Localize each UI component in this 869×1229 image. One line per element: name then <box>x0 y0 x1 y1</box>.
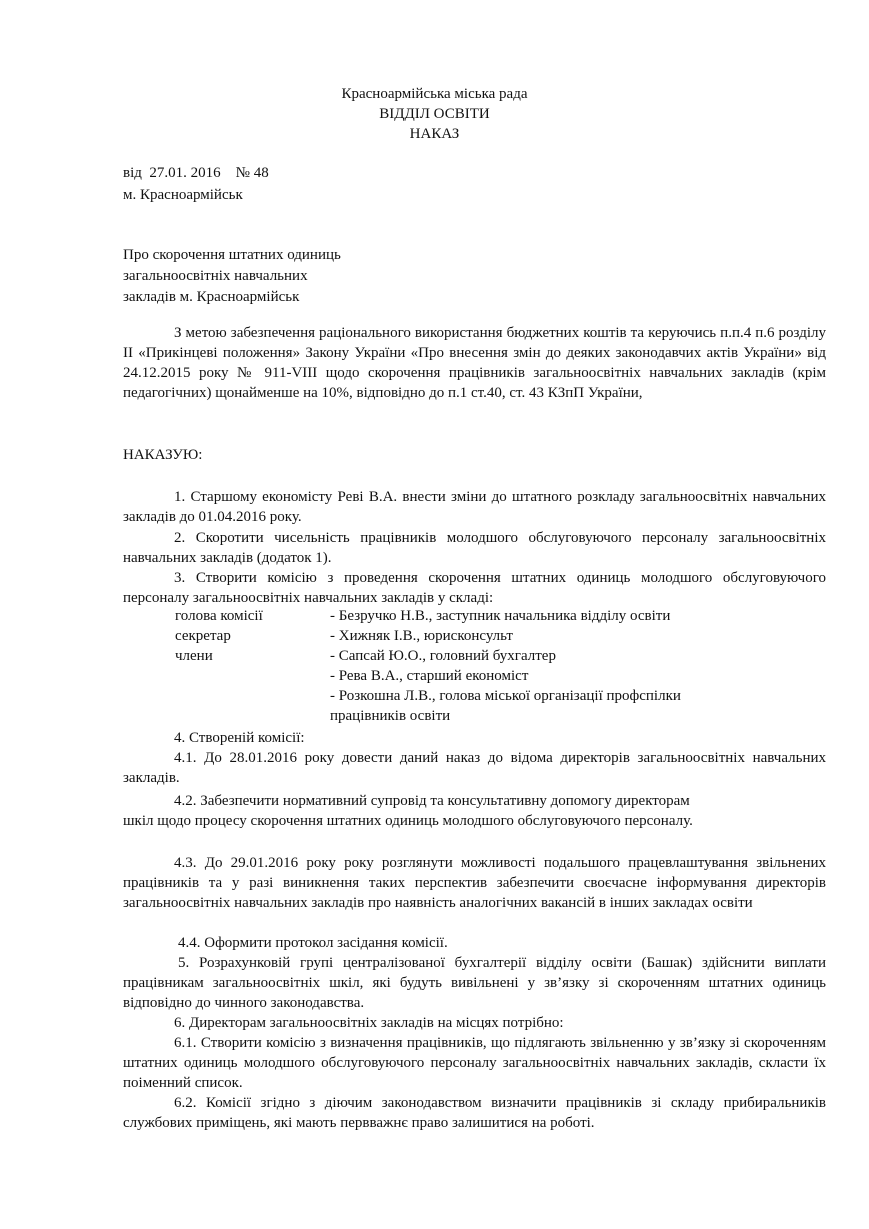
committee-member: - Розкошна Л.В., голова міської організації профспілки <box>330 688 681 704</box>
committee-row-members <box>175 646 825 666</box>
committee-row-secretary <box>175 626 825 646</box>
item-6-1: 6.1. Створити комісію з визначення працівників, що підлягають звільненню у зв’язку зі скороченням штатних одиниць молодшого обслуговуючого персоналу загальноосвітніх навчальних закладів, скласти їх поіменний список. <box>123 1035 826 1091</box>
subject-line-1: Про скорочення штатних одиниць <box>123 247 341 263</box>
item-1: 1. Старшому економісту Реві В.А. внести зміни до штатного розкладу загальноосвітніх навчальних закладів до 01.04.2016 року. <box>123 489 826 525</box>
committee-role: голова комісії <box>175 608 263 624</box>
document-type: НАКАЗ <box>409 126 460 142</box>
committee-member: - Безручко Н.В., заступник начальника відділу освіти <box>330 608 671 624</box>
committee-role: секретар <box>175 628 231 644</box>
item-4-2-rest: шкіл щодо процесу скорочення штатних одиниць молодшого обслуговуючого персоналу. <box>123 813 693 829</box>
committee-member: - Хижняк І.В., юрисконсульт <box>330 628 513 644</box>
item-3: 3. Створити комісію з проведення скорочення штатних одиниць молодшого обслуговуючого персоналу загальноосвітніх навчальних закладів у складі: <box>123 570 826 606</box>
item-2: 2. Скоротити чисельність працівників молодшого обслуговуючого персоналу загальноосвітніх навчальних закладів (додаток 1). <box>123 530 826 566</box>
place-line: м. Красноармійськ <box>123 187 243 203</box>
committee-member-continuation: працівників освіти <box>330 708 451 724</box>
committee-list <box>175 606 825 726</box>
item-4: 4. Створеній комісії: <box>174 730 305 746</box>
item-4-3: 4.3. До 29.01.2016 року року розглянути можливості подальшого працевлаштування звільнених працівників та у разі виникнення таких перспектив забезпечити своєчасне інформування директорів загальноосвітніх навчальних закладів про наявність аналогічних вакансій в інших закладах освіти <box>123 855 826 911</box>
item-5: 5. Розрахунковій групі централізованої бухгалтерії відділу освіти (Башак) здійснити виплати працівникам загальноосвітніх шкіл, які будуть вивільнені у зв’язку зі скороченням штатних одиниць відповідно до чинного законодавства. <box>123 955 826 1011</box>
item-4-4: 4.4. Оформити протокол засідання комісії. <box>178 935 448 951</box>
subject-line-3: закладів м. Красноармійськ <box>123 289 300 305</box>
subject-line-2: загальноосвітніх навчальних <box>123 268 308 284</box>
item-4-1: 4.1. До 28.01.2016 року довести даний наказ до відома директорів загальноосвітніх навчальних закладів. <box>123 750 826 786</box>
document-header <box>0 84 869 144</box>
document-subject <box>123 245 341 308</box>
item-4-2-line-1: 4.2. Забезпечити нормативний супровід та консультативну допомогу директорам <box>174 793 690 809</box>
council-name: Красноармійська міська рада <box>341 86 528 102</box>
item-6-2: 6.2. Комісії згідно з діючим законодавством визначити працівників зі складу прибиральників службових приміщень, які мають первважнє право залишитися на роботі. <box>123 1095 826 1131</box>
document-meta <box>123 163 269 207</box>
date-number-line: від 27.01. 2016 № 48 <box>123 165 269 181</box>
committee-member: - Рева В.А., старший економіст <box>330 668 529 684</box>
committee-role: члени <box>175 648 213 664</box>
order-word: НАКАЗУЮ: <box>123 447 203 463</box>
committee-row-chair <box>175 606 825 626</box>
item-6: 6. Директорам загальноосвітніх закладів на місцях потрібно: <box>174 1015 564 1031</box>
department-name: ВІДДІЛ ОСВІТИ <box>379 106 490 122</box>
preamble-paragraph: З метою забезпечення раціонального використання бюджетних коштів та керуючись п.п.4 п.6 розділу ІІ «Прикінцеві положення» Закону України «Про внесення змін до деяких законодавчих актів України» від 24.12.2015 року № 911-VIII щодо скорочення працівників загальноосвітніх навчальних закладів (крім педагогічних) щонайменше на 10%, відповідно до п.1 ст.40, ст. 43 КЗпП України, <box>123 325 826 401</box>
committee-member: - Сапсай Ю.О., головний бухгалтер <box>330 648 556 664</box>
